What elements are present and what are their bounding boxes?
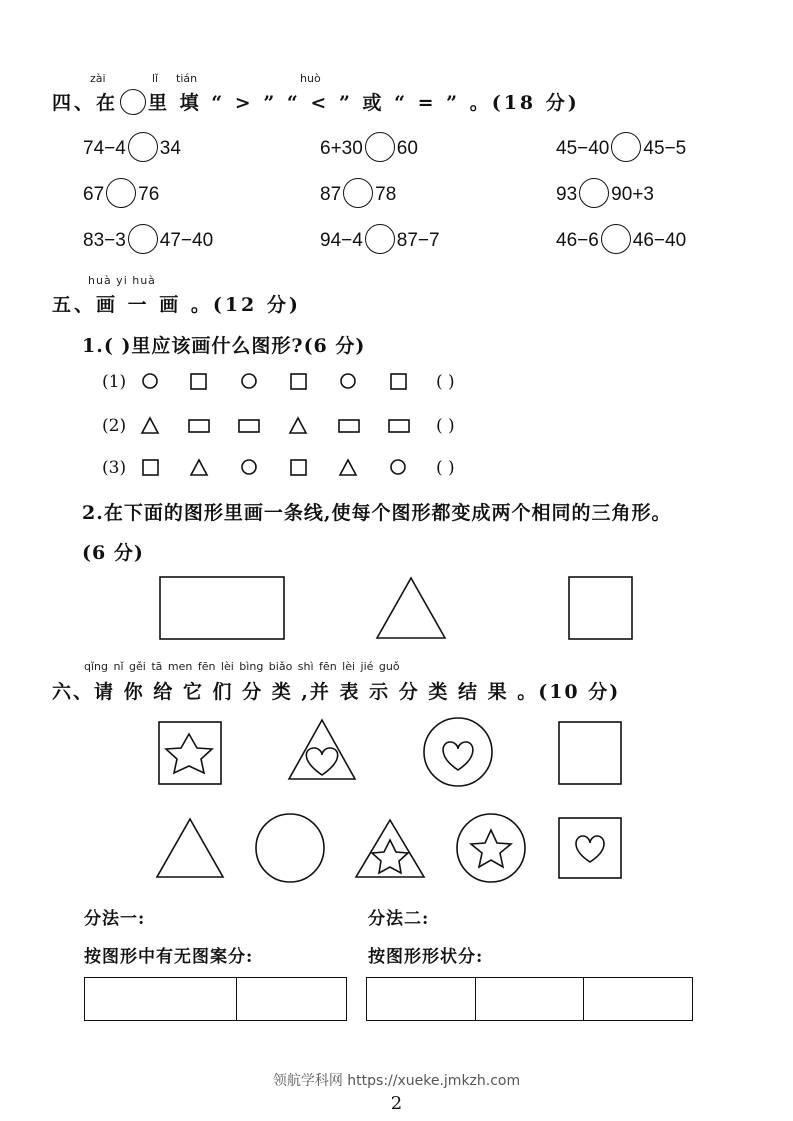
circle-icon [242, 460, 256, 474]
expr-left: 94−4 [320, 230, 363, 252]
expr-left: 83−3 [83, 230, 126, 252]
method-2-label: 分法二: [368, 909, 430, 929]
answer-cell[interactable] [367, 978, 476, 1020]
method-1-label: 分法一: [84, 909, 146, 929]
section4-label: 四、在 [52, 92, 119, 114]
expr-right: 76 [138, 184, 160, 206]
square-icon [191, 374, 206, 389]
expr-left: 87 [320, 184, 342, 206]
triangle-icon [340, 460, 356, 475]
circle-with-heart-figure [424, 718, 492, 786]
expr-right: 47−40 [159, 230, 214, 252]
square-icon [291, 374, 306, 389]
method-1-description: 按图形中有无图案分: [84, 947, 254, 967]
square-icon [391, 374, 406, 389]
expr-right: 60 [396, 138, 418, 160]
pinyin-zai: zài [90, 72, 106, 85]
section6-title: 六、请 你 给 它 们 分 类 ,并 表 示 分 类 结 果 。(10 分) [52, 681, 621, 703]
pinyin-huo: huò [300, 72, 321, 85]
heart-icon [306, 748, 337, 775]
expr-left: 93 [556, 184, 578, 206]
seq-label-3: (3) [102, 458, 127, 478]
circle-figure [256, 814, 324, 882]
triangle-icon [290, 418, 306, 433]
expr-right: 45−5 [643, 138, 687, 160]
square-figure [569, 577, 632, 639]
method-1-answer-table [84, 977, 347, 1021]
square-with-heart-figure [559, 818, 621, 878]
answer-cell[interactable] [584, 978, 692, 1020]
expr-right: 46−40 [632, 230, 687, 252]
circle-icon [242, 374, 256, 388]
section5-pinyin: huà yi huà [88, 274, 156, 287]
square-icon [143, 460, 158, 475]
pinyin-tian: tián [176, 72, 198, 85]
star-icon [471, 830, 511, 867]
page-number: 2 [390, 1093, 403, 1114]
expr-right: 78 [375, 184, 397, 206]
triangle-figure [157, 819, 223, 877]
expr-left: 45−40 [556, 138, 610, 160]
circle-icon [391, 460, 405, 474]
seq-answer-blank-3[interactable]: ( ) [436, 458, 455, 478]
watermark: 领航学科网 https://xueke.jmkzh.com [272, 1073, 521, 1089]
pinyin-li: lǐ [152, 72, 159, 85]
square-figure [559, 722, 621, 784]
expr-right: 90+3 [611, 184, 654, 206]
triangle-icon [142, 418, 158, 433]
section6-pinyin: qǐng nǐ gěi tā men fēn lèi bìng biǎo shì fēn lèi jié guǒ [84, 660, 400, 673]
circle-icon [143, 374, 157, 388]
triangle-icon [191, 460, 207, 475]
circle-icon [341, 374, 355, 388]
seq-label-2: (2) [102, 416, 127, 436]
square-with-star-figure [159, 722, 221, 784]
section4-title-rest: 里 填 “ > ” “ < ” 或 “ = ” 。(18 分) [148, 92, 580, 114]
method-2-answer-table [366, 977, 693, 1021]
answer-cell[interactable] [85, 978, 237, 1020]
seq-answer-blank-2[interactable]: ( ) [436, 416, 455, 436]
question-2-points: (6 分) [82, 542, 144, 564]
square-icon [291, 460, 306, 475]
triangle-figure [377, 578, 445, 638]
heart-icon [443, 742, 473, 770]
expr-right: 87−7 [396, 230, 440, 252]
question-1: 1.( )里应该画什么图形?(6 分) [82, 335, 366, 357]
method-2-description: 按图形形状分: [368, 947, 484, 967]
triangle-with-heart-figure [289, 720, 355, 779]
star-icon [166, 734, 212, 773]
seq-label-1: (1) [102, 372, 127, 392]
expr-right: 34 [159, 138, 181, 160]
heart-icon [576, 836, 604, 862]
star-icon [372, 840, 408, 873]
triangle-with-star-figure [356, 820, 424, 877]
rectangle-icon [389, 420, 409, 432]
circle-with-star-figure [457, 814, 525, 882]
seq-answer-blank-1[interactable]: ( ) [436, 372, 455, 392]
section5-title: 五、画 一 画 。(12 分) [52, 294, 301, 316]
expr-left: 46−6 [556, 230, 599, 252]
rectangle-figure [160, 577, 284, 639]
answer-cell[interactable] [237, 978, 346, 1020]
expr-left: 6+30 [320, 138, 363, 160]
rectangle-icon [339, 420, 359, 432]
rectangle-icon [239, 420, 259, 432]
question-2: 2.在下面的图形里画一条线,使每个图形都变成两个相同的三角形。 [82, 502, 672, 524]
expr-left: 67 [83, 184, 105, 206]
answer-cell[interactable] [476, 978, 585, 1020]
expr-left: 74−4 [83, 138, 126, 160]
rectangle-icon [189, 420, 209, 432]
